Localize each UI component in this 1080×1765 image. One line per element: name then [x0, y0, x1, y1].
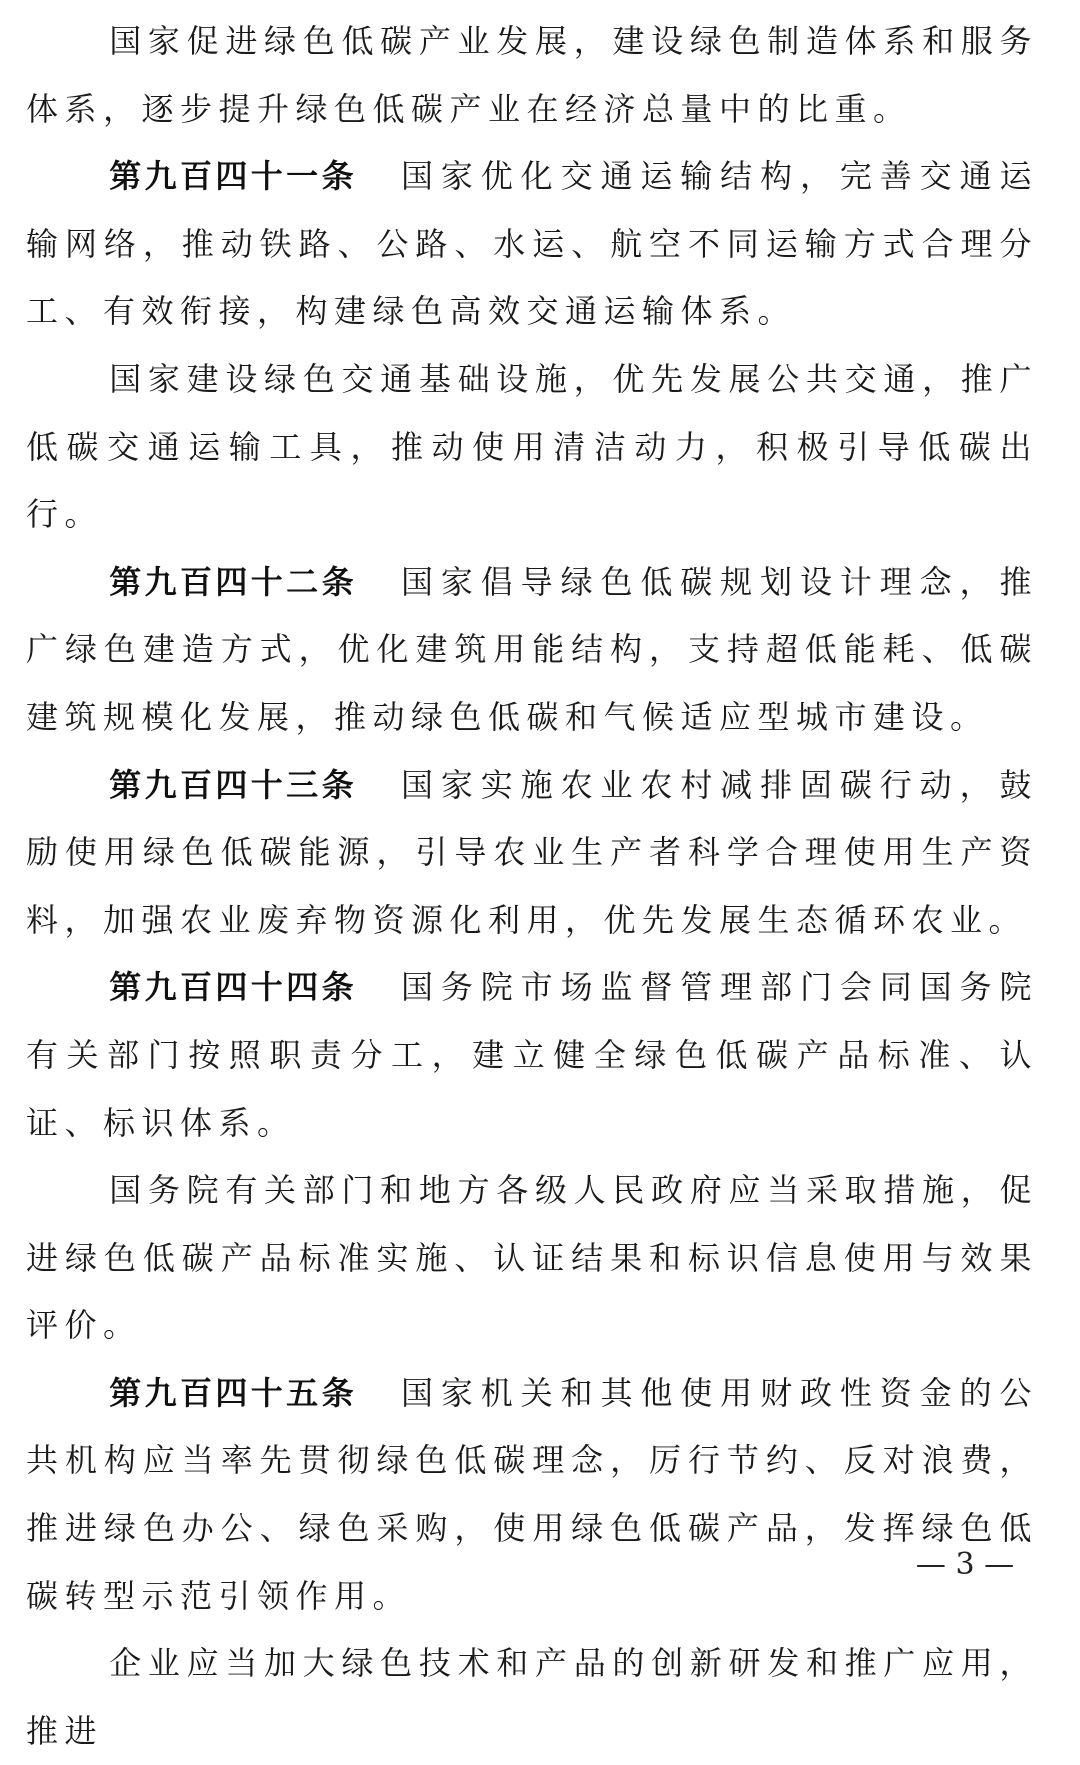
article-945-number: 第九百四十五条: [109, 1373, 357, 1412]
article-944-text: 国务院市场监督管理部门会同国务院有关部门按照职责分工，建立健全绿色低碳产品标准、认证、标识体系。: [26, 968, 1038, 1142]
article-944: [26, 954, 1038, 1157]
article-941-text: 国家优化交通运输结构，完善交通运输网络，推动铁路、公路、水运、航空不同运输方式合理分工、有效衔接，构建绿色高效交通运输体系。: [26, 157, 1038, 331]
paragraph-1-text: 国家促进绿色低碳产业发展，建设绿色制造体系和服务体系，逐步提升绿色低碳产业在经济总量中的比重。: [26, 22, 1038, 128]
paragraph-9: [26, 1630, 1038, 1765]
paragraph-7-text: 国务院有关部门和地方各级人民政府应当采取措施，促进绿色低碳产品标准实施、认证结果和标识信息使用与效果评价。: [26, 1171, 1038, 1345]
paragraph-3-text: 国家建设绿色交通基础设施，优先发展公共交通，推广低碳交通运输工具，推动使用清洁动力，积极引导低碳出行。: [26, 359, 1038, 534]
article-941-number: 第九百四十一条: [109, 157, 357, 196]
paragraph-7: [26, 1157, 1038, 1360]
document-page: [26, 8, 1038, 1765]
paragraph-1: [26, 8, 1038, 143]
article-945-text: 国家机关和其他使用财政性资金的公共机构应当率先贯彻绿色低碳理念，厉行节约、反对浪费，推进绿色办公、绿色采购，使用绿色低碳产品，发挥绿色低碳转型示范引领作用。: [26, 1373, 1038, 1615]
article-944-number: 第九百四十四条: [109, 968, 357, 1007]
article-942: [26, 549, 1038, 752]
article-943-text: 国家实施农业农村减排固碳行动，鼓励使用绿色低碳能源，引导农业生产者科学合理使用生产资料，加强农业废弃物资源化利用，优先发展生态循环农业。: [26, 765, 1038, 939]
article-945: [26, 1360, 1038, 1630]
article-941: [26, 143, 1038, 346]
article-943: [26, 752, 1038, 955]
paragraph-9-text: 企业应当加大绿色技术和产品的创新研发和推广应用，推进: [26, 1644, 1038, 1750]
article-942-text: 国家倡导绿色低碳规划设计理念，推广绿色建造方式，优化建筑用能结构，支持超低能耗、低碳建筑规模化发展，推动绿色低碳和气候适应型城市建设。: [26, 562, 1038, 736]
paragraph-3: [26, 346, 1038, 549]
page-number: — 3 —: [915, 1547, 1015, 1582]
article-943-number: 第九百四十三条: [109, 765, 357, 804]
article-942-number: 第九百四十二条: [109, 562, 357, 601]
